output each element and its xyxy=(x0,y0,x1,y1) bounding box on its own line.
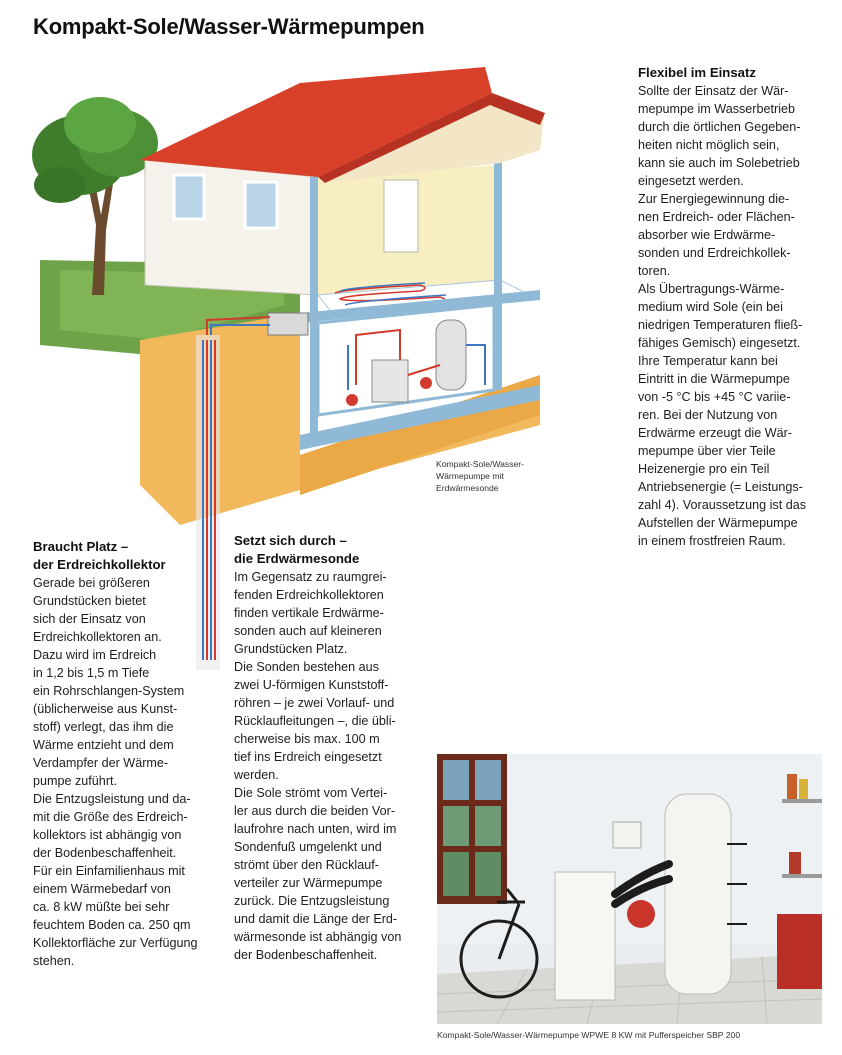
text-line: sonden und Erdreichkollek- xyxy=(638,246,791,260)
text-line: tief ins Erdreich eingesetzt xyxy=(234,750,382,764)
text-line: Antriebsenergie (= Leistungs- xyxy=(638,480,803,494)
text-line: Als Übertragungs-Wärme- xyxy=(638,282,785,296)
text-line: ren. Bei der Nutzung von xyxy=(638,408,778,422)
section-body xyxy=(33,574,198,970)
text-line: und damit die Länge der Erd- xyxy=(234,912,398,926)
text-line: Erdreichkollektoren an. xyxy=(33,630,162,644)
left-text-column xyxy=(33,538,198,970)
text-line: werden. xyxy=(234,768,279,782)
heading-line: der Erdreichkollektor xyxy=(33,557,166,572)
text-line: toren. xyxy=(638,264,671,278)
text-line: Heizenergie pro ein Teil xyxy=(638,462,770,476)
heading-line: Braucht Platz – xyxy=(33,539,129,554)
text-line: sonden auch auf kleineren xyxy=(234,624,382,638)
text-line: ler aus durch die beiden Vor- xyxy=(234,804,396,818)
text-line: absorber wie Erdwärme- xyxy=(638,228,776,242)
text-line: der Bodenbeschaffenheit. xyxy=(234,948,378,962)
heat-pump-unit xyxy=(372,360,408,402)
text-line: Sollte der Einsatz der Wär- xyxy=(638,84,789,98)
text-line: Erdwärme erzeugt die Wär- xyxy=(638,426,792,440)
photo-window xyxy=(437,754,507,904)
text-line: Die Sole strömt vom Vertei- xyxy=(234,786,388,800)
right-text-column xyxy=(638,64,806,550)
section-heading xyxy=(33,538,198,574)
section-body xyxy=(234,568,401,964)
house-left-wall xyxy=(145,160,318,295)
section-body xyxy=(638,82,806,550)
section-heading xyxy=(234,532,401,568)
text-line: fähiges Gemisch) eingesetzt. xyxy=(638,336,801,350)
text-line: wärmesonde ist abhängig von xyxy=(234,930,402,944)
page-title: Kompakt-Sole/Wasser-Wärmepumpen xyxy=(33,14,425,39)
text-line: in einem frostfreien Raum. xyxy=(638,534,786,548)
interior-door xyxy=(384,180,418,252)
text-line: Kollektorfläche zur Verfügung xyxy=(33,936,198,950)
text-line: mepumpe im Wasserbetrieb xyxy=(638,102,796,116)
text-line: strömt über den Rücklauf- xyxy=(234,858,379,872)
text-line: (üblicherweise aus Kunst- xyxy=(33,702,178,716)
text-line: Rücklaufleitungen –, die übli- xyxy=(234,714,396,728)
text-line: röhren – je zwei Vorlauf- und xyxy=(234,696,395,710)
text-line: Grundstücken bietet xyxy=(33,594,146,608)
text-line: kollektors ist abhängig von xyxy=(33,828,182,842)
window-2 xyxy=(245,182,277,228)
text-line: einem Wärmebedarf von xyxy=(33,882,171,896)
text-line: feuchtem Boden ca. 250 qm xyxy=(33,918,191,932)
text-line: Sondenfuß umgelenkt und xyxy=(234,840,382,854)
text-line: zwei U-förmigen Kunststoff- xyxy=(234,678,389,692)
text-line: mepumpe über vier Teile xyxy=(638,444,776,458)
photo-buffer-tank xyxy=(665,794,731,994)
text-line: zurück. Die Entzugsleistung xyxy=(234,894,390,908)
text-line: Verdampfer der Wärme- xyxy=(33,756,169,770)
text-line: medium wird Sole (ein bei xyxy=(638,300,783,314)
section-heading: Flexibel im Einsatz xyxy=(638,65,756,80)
text-line: Wärme entzieht und dem xyxy=(33,738,174,752)
text-line: fenden Erdreichkollektoren xyxy=(234,588,384,602)
text-line: eingesetzt werden. xyxy=(638,174,744,188)
text-line: Dazu wird im Erdreich xyxy=(33,648,157,662)
photo-heat-pump xyxy=(555,872,615,1000)
text-line: zahl 4). Voraussetzung ist das xyxy=(638,498,807,512)
text-line: pumpe zuführt. xyxy=(33,774,118,788)
text-line: durch die örtlichen Gegeben- xyxy=(638,120,801,134)
text-line: mit die Größe des Erdreich- xyxy=(33,810,188,824)
window-1 xyxy=(174,175,204,219)
text-line: nen Erdreich- oder Flächen- xyxy=(638,210,795,224)
text-line: ein Rohrschlangen-System xyxy=(33,684,185,698)
installation-photo xyxy=(437,754,822,1024)
caption-line: Wärmepumpe mit xyxy=(436,471,504,481)
text-line: Gerade bei größeren xyxy=(33,576,150,590)
text-line: stehen. xyxy=(33,954,75,968)
text-line: der Bodenbeschaffenheit. xyxy=(33,846,177,860)
text-line: ca. 8 kW müßte bei sehr xyxy=(33,900,170,914)
text-line: laufrohre nach unten, wird im xyxy=(234,822,397,836)
text-line: Aufstellen der Wärmepumpe xyxy=(638,516,798,530)
text-line: cherweise bis max. 100 m xyxy=(234,732,380,746)
text-line: Die Entzugsleistung und da- xyxy=(33,792,191,806)
middle-text-column xyxy=(234,532,401,964)
caption-line: Kompakt-Sole/Wasser- xyxy=(436,459,525,469)
text-line: Zur Energiegewinnung die- xyxy=(638,192,790,206)
text-line: Die Sonden bestehen aus xyxy=(234,660,379,674)
text-line: in 1,2 bis 1,5 m Tiefe xyxy=(33,666,150,680)
text-line: Grundstücken Platz. xyxy=(234,642,348,656)
text-line: stoff) verlegt, das ihm die xyxy=(33,720,174,734)
text-line: Für ein Einfamilienhaus mit xyxy=(33,864,185,878)
text-line: kann sie auch im Solebetrieb xyxy=(638,156,800,170)
illustration-caption xyxy=(436,458,524,494)
text-line: niedrigen Temperaturen fließ- xyxy=(638,318,803,332)
brine-distributor xyxy=(268,313,308,335)
text-line: Ihre Temperatur kann bei xyxy=(638,354,778,368)
text-line: finden vertikale Erdwärme- xyxy=(234,606,384,620)
heading-line: Setzt sich durch – xyxy=(234,533,347,548)
text-line: sich der Einsatz von xyxy=(33,612,146,626)
text-line: heiten nicht möglich sein, xyxy=(638,138,780,152)
text-line: von -5 °C bis +45 °C variie- xyxy=(638,390,791,404)
heading-line: die Erdwärmesonde xyxy=(234,551,360,566)
text-line: Im Gegensatz zu raumgrei- xyxy=(234,570,387,584)
photo-caption: Kompakt-Sole/Wasser-Wärmepumpe WPWE 8 KW mit Pufferspeicher SBP 200 xyxy=(437,1030,741,1040)
text-line: verteiler zur Wärmepumpe xyxy=(234,876,383,890)
text-line: Eintritt in die Wärmepumpe xyxy=(638,372,790,386)
buffer-tank xyxy=(436,320,466,390)
caption-line: Erdwärmesonde xyxy=(436,483,499,493)
